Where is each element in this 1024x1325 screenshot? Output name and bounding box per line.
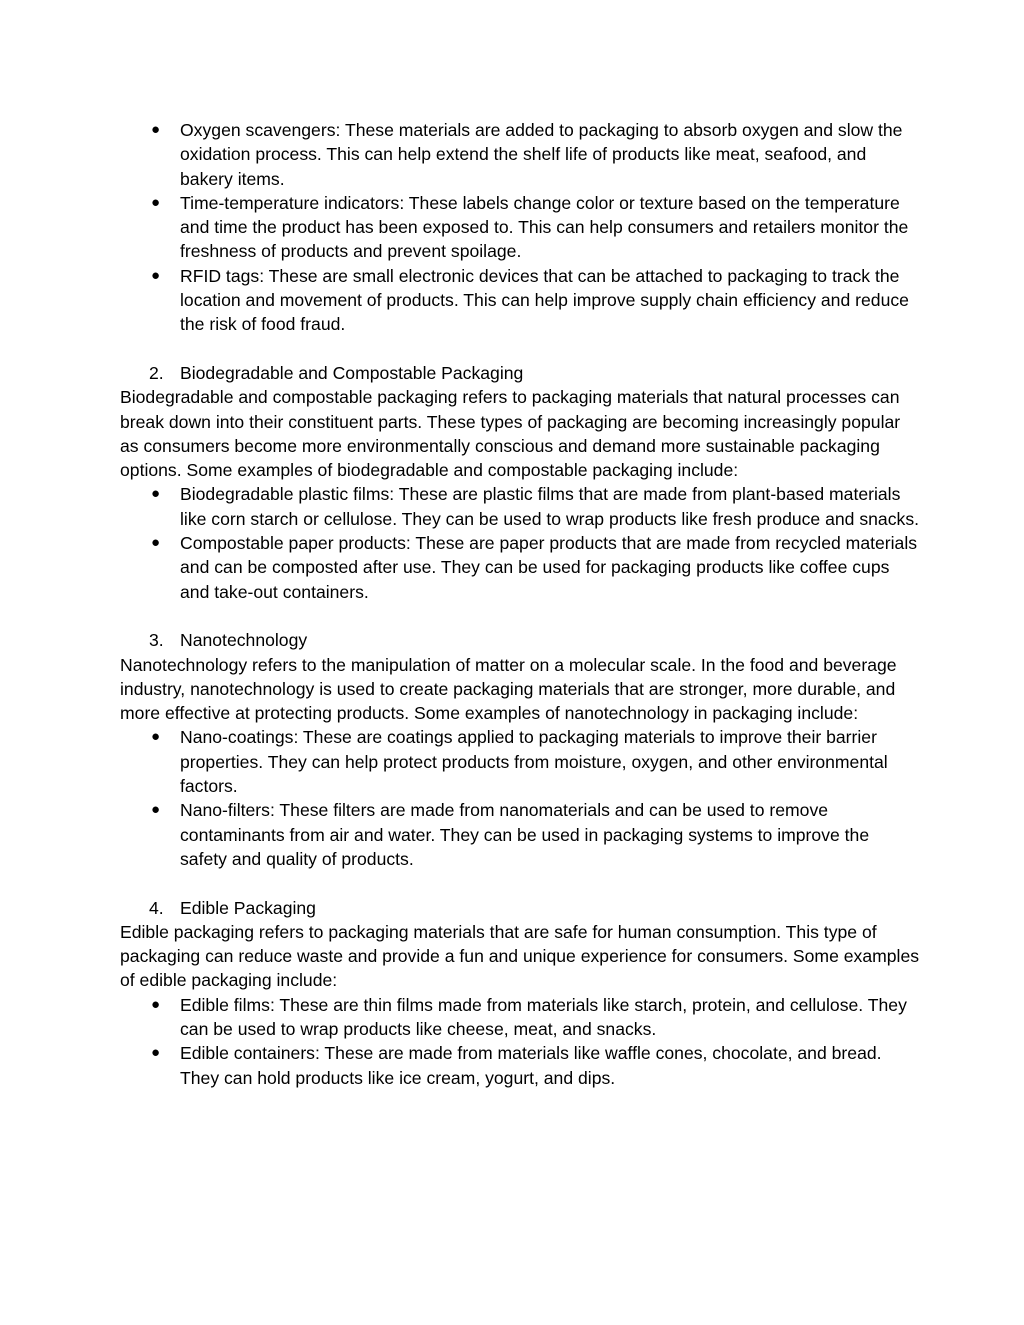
bullet-icon: ●: [151, 485, 161, 503]
bullet-icon: ●: [151, 121, 161, 138]
list-item: [120, 993, 920, 1042]
list-item-text: Edible films: These are thin films made from materials like starch, protein, and cellulose. They can be used to wrap products like cheese, meat, and snacks.: [180, 994, 907, 1039]
section-paragraph: Nanotechnology refers to the manipulation of matter on a molecular scale. In the food and beverage industry, nanotechnology is used to create packaging materials that are stronger, more durable, and more effective at protecting products. Some examples of nanotechnology in packaging include:: [120, 654, 897, 724]
bullet-list: [120, 118, 920, 337]
bullet-icon: ●: [151, 728, 161, 746]
list-item: [120, 725, 920, 798]
list-item-text: Edible containers: These are made from materials like waffle cones, chocolate, and bread. They can hold products like ice cream, yogurt, and dips.: [180, 1043, 882, 1088]
bullet-list: [120, 725, 920, 871]
list-item-text: Nano-filters: These filters are made from nanomaterials and can be used to remove contaminants from air and water. They can be used in packaging systems to improve the safety and quality of products.: [180, 800, 870, 869]
bullet-icon: ●: [151, 534, 161, 552]
bullet-icon: ●: [151, 266, 161, 284]
bullet-list: [120, 482, 920, 603]
list-item: [120, 264, 920, 337]
list-item: [120, 531, 920, 604]
list-item: [120, 191, 920, 264]
bullet-icon: ●: [151, 1044, 161, 1062]
bullet-list: [120, 993, 920, 1090]
list-item: [120, 1041, 920, 1090]
list-item-text: Compostable paper products: These are paper products that are made from recycled materials and can be composted after use. They can be used for packaging products like coffee cups and take-out containers.: [180, 533, 918, 602]
list-item-text: Nano-coatings: These are coatings applied to packaging materials to improve their barrier properties. They can help protect products from moisture, oxygen, and other environmental factors.: [180, 727, 888, 797]
list-item: [120, 482, 920, 531]
section-heading: [120, 628, 920, 652]
section-paragraph: Biodegradable and compostable packaging refers to packaging materials that natural processes can break down into their constituent parts. These types of packaging are becoming increasingly popular as consumers become more environmentally conscious and demand more sustainable packaging options. Some examples of biodegradable and compostable packaging include:: [120, 387, 901, 481]
section-paragraph: Edible packaging refers to packaging materials that are safe for human consumption. This type of packaging can reduce waste and provide a fun and unique experience for consumers. Some examples of edible packaging include:: [120, 921, 920, 991]
list-item: [120, 798, 920, 871]
heading-text: Edible Packaging: [180, 897, 316, 918]
list-item-text: RFID tags: These are small electronic devices that can be attached to packaging to track the location and movement of products. This can help improve supply chain efficiency and reduce the risk of food fraud.: [180, 265, 909, 335]
heading-number: 4.: [149, 897, 164, 918]
bullet-icon: ●: [151, 995, 161, 1013]
heading-number: 3.: [149, 630, 164, 651]
list-item-text: Time-temperature indicators: These labels change color or texture based on the temperature and time the product has been exposed to. This can help consumers and retailers monitor the freshness of products and prevent spoilage.: [180, 192, 909, 262]
section-heading: [120, 896, 920, 920]
heading-text: Nanotechnology: [180, 630, 308, 651]
heading-text: Biodegradable and Compostable Packaging: [180, 362, 524, 383]
list-item-text: Oxygen scavengers: These materials are added to packaging to absorb oxygen and slow the oxidation process. This can help extend the shelf life of products like meat, seafood, and bakery items.: [180, 120, 903, 189]
heading-number: 2.: [149, 362, 164, 383]
bullet-icon: ●: [151, 193, 161, 211]
bullet-icon: ●: [151, 801, 161, 819]
document-page: [120, 118, 920, 1090]
list-item: [120, 118, 920, 191]
list-item-text: Biodegradable plastic films: These are plastic films that are made from plant-based materials like corn starch or cellulose. They can be used to wrap products like fresh produce and snacks.: [180, 484, 919, 529]
section-heading: [120, 361, 920, 385]
